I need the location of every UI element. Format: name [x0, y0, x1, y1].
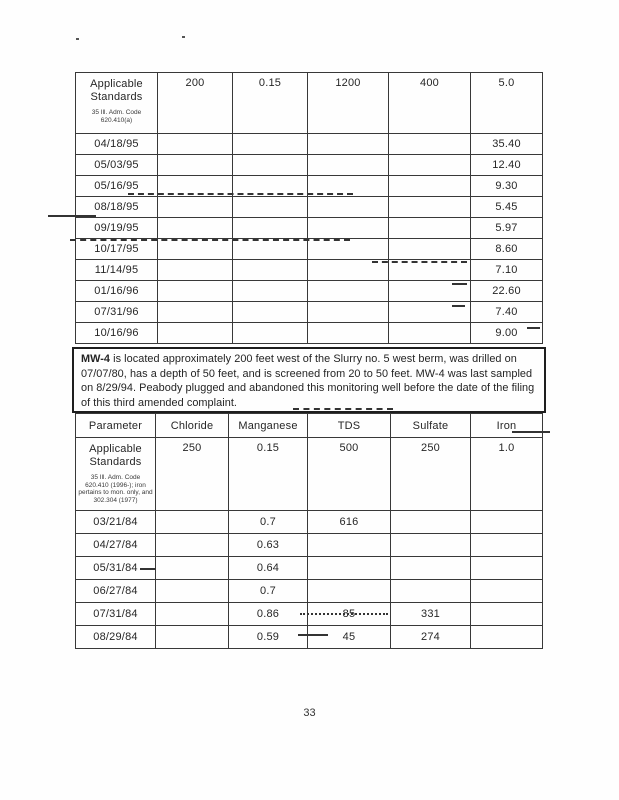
date-cell: 08/29/84 — [76, 626, 156, 649]
value-cell — [156, 557, 229, 580]
value-cell — [156, 580, 229, 603]
value-cell — [308, 534, 391, 557]
standards-citation — [76, 109, 157, 124]
value-cell — [158, 155, 233, 176]
value-cell — [233, 323, 308, 344]
value-cell: 35.40 — [471, 134, 543, 155]
value-cell — [156, 603, 229, 626]
value-cell — [471, 511, 543, 534]
mw4-description — [72, 347, 546, 413]
scan-artifact — [452, 305, 465, 307]
value-cell — [158, 323, 233, 344]
value-cell — [471, 603, 543, 626]
value-cell — [389, 176, 471, 197]
value-cell: 7.40 — [471, 302, 543, 323]
value-cell: 0.86 — [229, 603, 308, 626]
value-cell — [389, 323, 471, 344]
table-row — [76, 626, 543, 649]
description-text: is located approximately 200 feet west of the Slurry no. 5 west berm, was drilled on 07/07/80, has a depth of 50 feet, and is screened from 20 to 50 feet. MW-4 was last sampled on 8/29/94. Peabody plugged and abandoned this monitoring well before the date of the filing of this third amended complaint. — [81, 353, 535, 409]
standard-value-cell: 500 — [308, 438, 391, 511]
standards-citation — [76, 474, 155, 504]
value-cell — [158, 197, 233, 218]
value-cell: 0.59 — [229, 626, 308, 649]
value-cell: 85 — [308, 603, 391, 626]
value-cell — [158, 260, 233, 281]
column-header-parameter: Parameter — [76, 414, 156, 438]
value-cell: 9.00 — [471, 323, 543, 344]
citation-line: 35 Ill. Adm. Code — [90, 474, 141, 481]
value-cell: 0.63 — [229, 534, 308, 557]
date-cell: 07/31/84 — [76, 603, 156, 626]
value-cell — [471, 626, 543, 649]
column-header-manganese: Manganese — [229, 414, 308, 438]
standards-label: Applicable Standards — [89, 443, 142, 468]
value-cell — [308, 302, 389, 323]
value-cell — [471, 557, 543, 580]
date-cell: 07/31/96 — [76, 302, 158, 323]
value-cell — [308, 155, 389, 176]
value-cell — [471, 534, 543, 557]
date-cell: 04/27/84 — [76, 534, 156, 557]
value-cell: 12.40 — [471, 155, 543, 176]
value-cell: 0.64 — [229, 557, 308, 580]
value-cell — [308, 323, 389, 344]
value-cell: 0.7 — [229, 580, 308, 603]
header-row — [76, 414, 543, 438]
scan-artifact — [512, 431, 550, 433]
scan-artifact — [293, 408, 393, 410]
value-cell — [158, 134, 233, 155]
value-cell — [391, 534, 471, 557]
value-cell: 5.97 — [471, 218, 543, 239]
value-cell — [308, 134, 389, 155]
monitoring-results-table-1 — [75, 72, 543, 344]
date-cell: 05/16/95 — [76, 176, 158, 197]
standard-value-cell: 1.0 — [471, 438, 543, 511]
standard-value-cell: 250 — [391, 438, 471, 511]
page-number: 33 — [303, 707, 316, 719]
value-cell: 274 — [391, 626, 471, 649]
scan-artifact — [140, 568, 156, 570]
scan-artifact — [300, 613, 388, 615]
value-cell — [233, 239, 308, 260]
scan-artifact — [372, 261, 467, 263]
date-cell: 09/19/95 — [76, 218, 158, 239]
date-cell: 11/14/95 — [76, 260, 158, 281]
column-header-sulfate: Sulfate — [391, 414, 471, 438]
table-row — [76, 302, 543, 323]
scan-artifact — [527, 327, 540, 329]
table-row — [76, 155, 543, 176]
date-cell: 03/21/84 — [76, 511, 156, 534]
table-row — [76, 323, 543, 344]
standards-label-cell — [76, 73, 158, 134]
value-cell — [156, 511, 229, 534]
value-cell — [158, 281, 233, 302]
table-row — [76, 260, 543, 281]
scan-speck — [182, 36, 185, 38]
standard-value-cell: 5.0 — [471, 73, 543, 134]
value-cell — [233, 260, 308, 281]
value-cell: 331 — [391, 603, 471, 626]
citation-line: 302.304 (1977) — [93, 496, 138, 504]
value-cell — [389, 197, 471, 218]
standard-value-cell: 250 — [156, 438, 229, 511]
table-row — [76, 197, 543, 218]
standards-row — [76, 438, 543, 511]
table-row — [76, 511, 543, 534]
table-row — [76, 218, 543, 239]
date-cell: 10/16/96 — [76, 323, 158, 344]
standard-value-cell: 200 — [158, 73, 233, 134]
value-cell — [233, 281, 308, 302]
value-cell — [158, 218, 233, 239]
citation-line: 620.410 (1996-); iron — [85, 481, 146, 489]
value-cell — [233, 302, 308, 323]
value-cell — [158, 302, 233, 323]
citation-line: 620.410(a) — [100, 116, 133, 124]
value-cell: 9.30 — [471, 176, 543, 197]
table-row — [76, 281, 543, 302]
value-cell: 7.10 — [471, 260, 543, 281]
value-cell — [233, 134, 308, 155]
standard-value-cell: 0.15 — [233, 73, 308, 134]
date-cell: 04/18/95 — [76, 134, 158, 155]
value-cell — [391, 511, 471, 534]
value-cell — [233, 197, 308, 218]
value-cell — [308, 281, 389, 302]
table-row — [76, 239, 543, 260]
standard-value-cell: 0.15 — [229, 438, 308, 511]
citation-line: 35 Ill. Adm. Code — [91, 109, 142, 116]
column-header-tds: TDS — [308, 414, 391, 438]
value-cell — [389, 239, 471, 260]
value-cell — [158, 239, 233, 260]
value-cell — [233, 218, 308, 239]
date-cell: 08/18/95 — [76, 197, 158, 218]
value-cell — [308, 197, 389, 218]
value-cell — [471, 580, 543, 603]
standards-label-cell — [76, 438, 156, 511]
value-cell — [308, 239, 389, 260]
table-row — [76, 134, 543, 155]
value-cell: 8.60 — [471, 239, 543, 260]
value-cell — [308, 218, 389, 239]
value-cell — [391, 557, 471, 580]
scan-artifact — [128, 193, 353, 195]
citation-line: pertains to mon. only, and — [78, 489, 153, 496]
date-cell: 05/03/95 — [76, 155, 158, 176]
value-cell — [233, 155, 308, 176]
scan-artifact — [298, 634, 328, 636]
value-cell: 45 — [308, 626, 391, 649]
scan-artifact — [452, 283, 467, 285]
value-cell — [156, 626, 229, 649]
value-cell — [391, 580, 471, 603]
scan-speck — [76, 38, 79, 40]
value-cell — [389, 155, 471, 176]
table-row — [76, 580, 543, 603]
value-cell — [156, 534, 229, 557]
value-cell: 5.45 — [471, 197, 543, 218]
standard-value-cell: 1200 — [308, 73, 389, 134]
value-cell: 616 — [308, 511, 391, 534]
value-cell — [308, 580, 391, 603]
column-header-iron: Iron — [471, 414, 543, 438]
value-cell: 22.60 — [471, 281, 543, 302]
date-cell: 06/27/84 — [76, 580, 156, 603]
standards-label: Applicable Standards — [90, 78, 143, 103]
scan-artifact — [70, 239, 350, 241]
standard-value-cell: 400 — [389, 73, 471, 134]
value-cell — [389, 134, 471, 155]
value-cell — [308, 557, 391, 580]
date-cell: 10/17/95 — [76, 239, 158, 260]
standards-row — [76, 73, 543, 134]
value-cell — [389, 218, 471, 239]
column-header-chloride: Chloride — [156, 414, 229, 438]
scan-artifact — [48, 215, 96, 217]
well-id: MW-4 — [81, 353, 111, 365]
value-cell: 0.7 — [229, 511, 308, 534]
date-cell: 05/31/84 — [76, 557, 156, 580]
table-row — [76, 534, 543, 557]
date-cell: 01/16/96 — [76, 281, 158, 302]
